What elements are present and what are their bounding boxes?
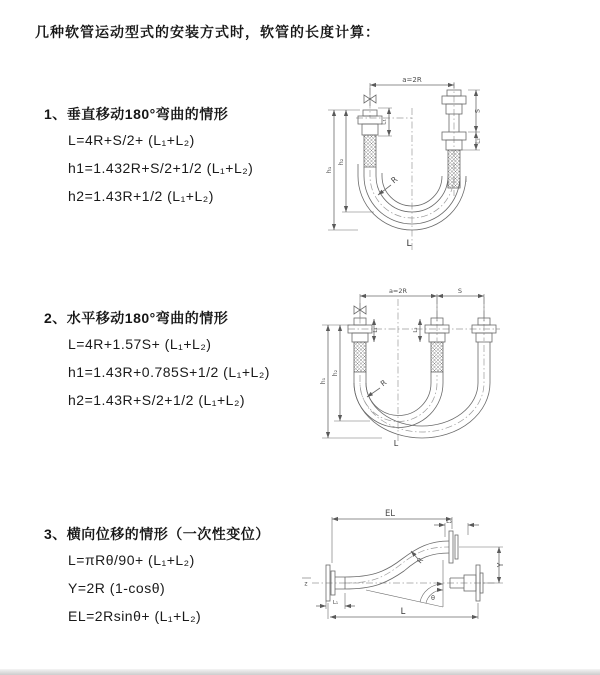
hose-u-bend-displaced (354, 342, 490, 438)
dim-label-l2: L₂ (413, 327, 419, 333)
dim-label-s: S (473, 108, 482, 114)
angle-label: θ (431, 594, 435, 602)
radius-label: R (415, 556, 426, 566)
page-title: 几种软管运动型式的安装方式时，软管的长度计算： (35, 24, 380, 40)
dim-label-h2: h₂ (337, 158, 345, 166)
section-lateral-displacement (44, 524, 344, 636)
dim-label-a2r: a=2R (402, 76, 422, 84)
diagram-horizontal-180-bend (312, 283, 600, 453)
dim-label-y: Y (496, 562, 505, 568)
length-label: L (393, 439, 399, 448)
centerlines (312, 547, 496, 583)
dim-label-l2: L₂ (446, 518, 452, 525)
formula-line: h1=1.43R+0.785S+1/2 (L₁+L₂) (68, 364, 270, 380)
section-2-heading: 2、水平移动180°弯曲的情形 (44, 310, 229, 326)
braided-hose-section (431, 342, 443, 372)
centerline-mark: z (304, 580, 308, 588)
formula-line: h2=1.43R+1/2 (L₁+L₂) (68, 188, 214, 204)
radius-label: R (378, 377, 389, 389)
dim-label-a2r: a=2R (388, 287, 408, 295)
radius-label: R (389, 174, 400, 186)
section-1-heading: 1、垂直移动180°弯曲的情形 (44, 106, 229, 122)
section-horizontal-movement (44, 308, 344, 420)
braided-hose-section (354, 342, 366, 372)
formula-line: h1=1.432R+S/2+1/2 (L₁+L₂) (68, 160, 254, 176)
dim-label-s: S (457, 287, 463, 295)
diagram-lateral-displacement (300, 505, 600, 645)
braided-hose-section (448, 150, 460, 188)
hose-u-bend-original (354, 372, 443, 428)
left-riser-flange (358, 110, 382, 167)
formula-line: Y=2R (1-cosθ) (68, 580, 166, 596)
upper-right-flange (449, 531, 458, 563)
dim-label-el: EL (384, 509, 396, 519)
dim-label-l1: L₁ (380, 119, 388, 125)
length-label: L (406, 239, 412, 249)
dim-label-l2: L₂ (474, 138, 482, 144)
braided-hose-section (364, 135, 376, 167)
formula-line: L=πRθ/90+ (L₁+L₂) (68, 552, 195, 568)
dim-label-h2: h₂ (332, 369, 339, 377)
formula-line: h2=1.43R+S/2+1/2 (L₁+L₂) (68, 392, 246, 408)
section-vertical-movement (44, 104, 344, 216)
formula-line: L=4R+S/2+ (L₁+L₂) (68, 132, 195, 148)
formula-line: L=4R+1.57S+ (L₁+L₂) (68, 336, 212, 352)
dim-label-h1: h₁ (320, 377, 327, 385)
scan-edge-shadow (0, 669, 600, 675)
section-3-heading: 3、横向位移的情形（一次性变位） (44, 526, 270, 542)
length-label: L (400, 607, 406, 617)
diagram-vertical-180-bend (312, 70, 600, 260)
dim-label-l1: L₁ (373, 327, 379, 333)
dim-label-l1: L₁ (332, 600, 339, 606)
dim-label-h1: h₁ (325, 166, 333, 174)
left-riser-flange (348, 318, 372, 372)
formula-line: EL=2Rsinθ+ (L₁+L₂) (68, 608, 202, 624)
